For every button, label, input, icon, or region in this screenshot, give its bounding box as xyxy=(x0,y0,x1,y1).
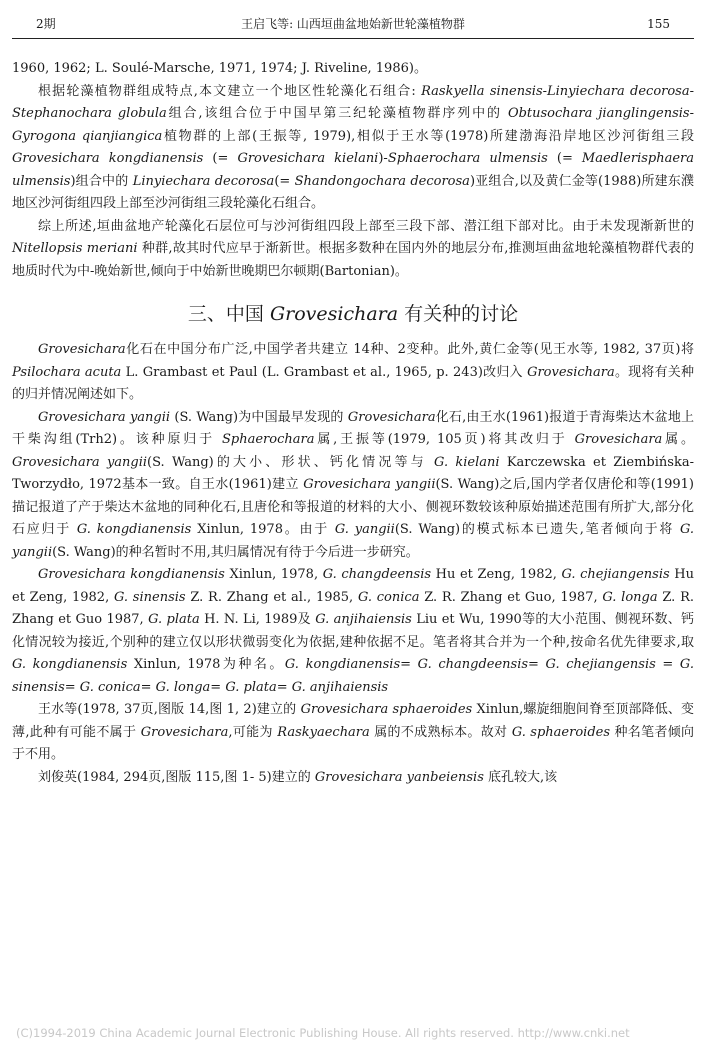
section-heading: 三、中国 Grovesichara 有关种的讨论 xyxy=(187,303,519,325)
paragraph-sphaeroides: 王水等(1978, 37页,图版 14,图 1, 2)建立的 Grovesichara sphaeroides Xinlun,螺旋细胞间脊至顶部降低、变薄,此种有可能不属于 Grovesichara,可能为 Raskyaechara 属的不成熟标本。故对 G. sphaeroides 种名笔者倾向于不用。 xyxy=(12,702,695,762)
copyright-watermark: (C)1994-2019 China Academic Journal Electronic Publishing House. All rights reserved. http://www.cnki.net xyxy=(16,1026,630,1040)
paragraph-yanbeiensis: 刘俊英(1984, 294页,图版 115,图 1- 5)建立的 Grovesichara yanbeiensis 底孔较大,该 xyxy=(38,769,558,785)
page-number: 155 xyxy=(647,17,670,31)
paragraph-age-conclusion: 综上所述,垣曲盆地产轮藻化石层位可与沙河街组四段上部至三段下部、潜江组下部对比。由于未发现渐新世的 Nitellopsis meriani 种群,故其时代应早于渐新世。根据多数种在国内外的地层分布,推测垣曲盆地轮藻植物群代表的地质时代为中-晚始新世,倾向于中始新世晚期巴尔顿期(Bartonian)。 xyxy=(12,218,694,279)
paragraph-grovesichara-intro: Grovesichara化石在中国分布广泛,中国学者共建立 14种、2变种。此外,黄仁金等(见王水等, 1982, 37页)将 Psilochara acuta L. Grambast et Paul (L. Grambast et al., 1965, p. 243)改归入 Grovesichara。现将有关种的归并情况阐述如下。 xyxy=(12,342,694,402)
paragraph-references-tail: 1960, 1962; L. Soulé-Marsche, 1971, 1974; J. Riveline, 1986)。 xyxy=(12,61,427,76)
paragraph-yangii: Grovesichara yangii (S. Wang)为中国最早发现的 Grovesichara化石,由王水(1961)报道于青海柴达木盆地上干柴沟组(Trh2)。该种原归于 Sphaerochara属,王振等(1979, 105页)将其改归于 Grovesichara属。Grovesichara yangii(S. Wang)的大小、形状、钙化情况等与 G. kielani Karczewska et Ziembińska-Tworzydło, 1972基本一致。自王水(1961)建立 Grovesichara yangii(S. Wang)之后,国内学者仅唐伦和等(1991)描记报道了产于柴达木盆地的同种化石,且唐伦和等报道的材料的大小、侧视环数较该种原始描述范围有所扩大,部分化石应归于 G. kongdianensis Xinlun, 1978。由于 G. yangii(S. Wang)的模式标本已遗失,笔者倾向于将 G. yangii(S. Wang)的种名暂时不用,其归属情况有待于今后进一步研究。 xyxy=(12,409,694,560)
running-title: 王启飞等: 山西垣曲盆地始新世轮藻植物群 xyxy=(241,17,465,31)
running-header xyxy=(36,14,670,34)
paragraph-kongdianensis: Grovesichara kongdianensis Xinlun, 1978, G. changdeensis Hu et Zeng, 1982, G. chejiangensis Hu et Zeng, 1982, G. sinensis Z. R. Zhang et al., 1985, G. conica Z. R. Zhang et Guo, 1987, G. longa Z. R. Zhang et Guo 1987, G. plata H. N. Li, 1989及 G. anjihaiensis Liu et Wu, 1990等的大小范围、侧视环数、钙化情况较为接近,个别种的建立仅以形状微弱变化为依据,建种依据不足。笔者将其合并为一个种,按命名优先律要求,取 G. kongdianensis Xinlun, 1978为种名。G. kongdianensis= G. changdeensis= G. chejiangensis = G. sinensis= G. conica= G. longa= G. plata= G. anjihaiensis xyxy=(12,567,695,695)
paragraph-assemblage: 根据轮藻植物群组成特点,本文建立一个地区性轮藻化石组合: Raskyella sinensis-Linyiechara decorosa-Stephanochara globula组合,该组合位于中国早第三纪轮藻植物群序列中的 Obtusochara jianglingensis-Gyrogona qianjiangica植物群的上部(王振等, 1979),相似于王水等(1978)所建渤海沿岸地区沙河街组三段 Grovesichara kongdianensis (= Grovesichara kielani)-Sphaerochara ulmensis (= Maedlerisphaera ulmensis)组合中的 Linyiechara decorosa(= Shandongochara decorosa)亚组合,以及黄仁金等(1988)所建东濮地区沙河街组四段上部至沙河街组三段轮藻化石组合。 xyxy=(12,83,694,211)
header-rule xyxy=(12,38,694,39)
issue-number: 2期 xyxy=(36,17,56,31)
body-text xyxy=(12,58,694,789)
